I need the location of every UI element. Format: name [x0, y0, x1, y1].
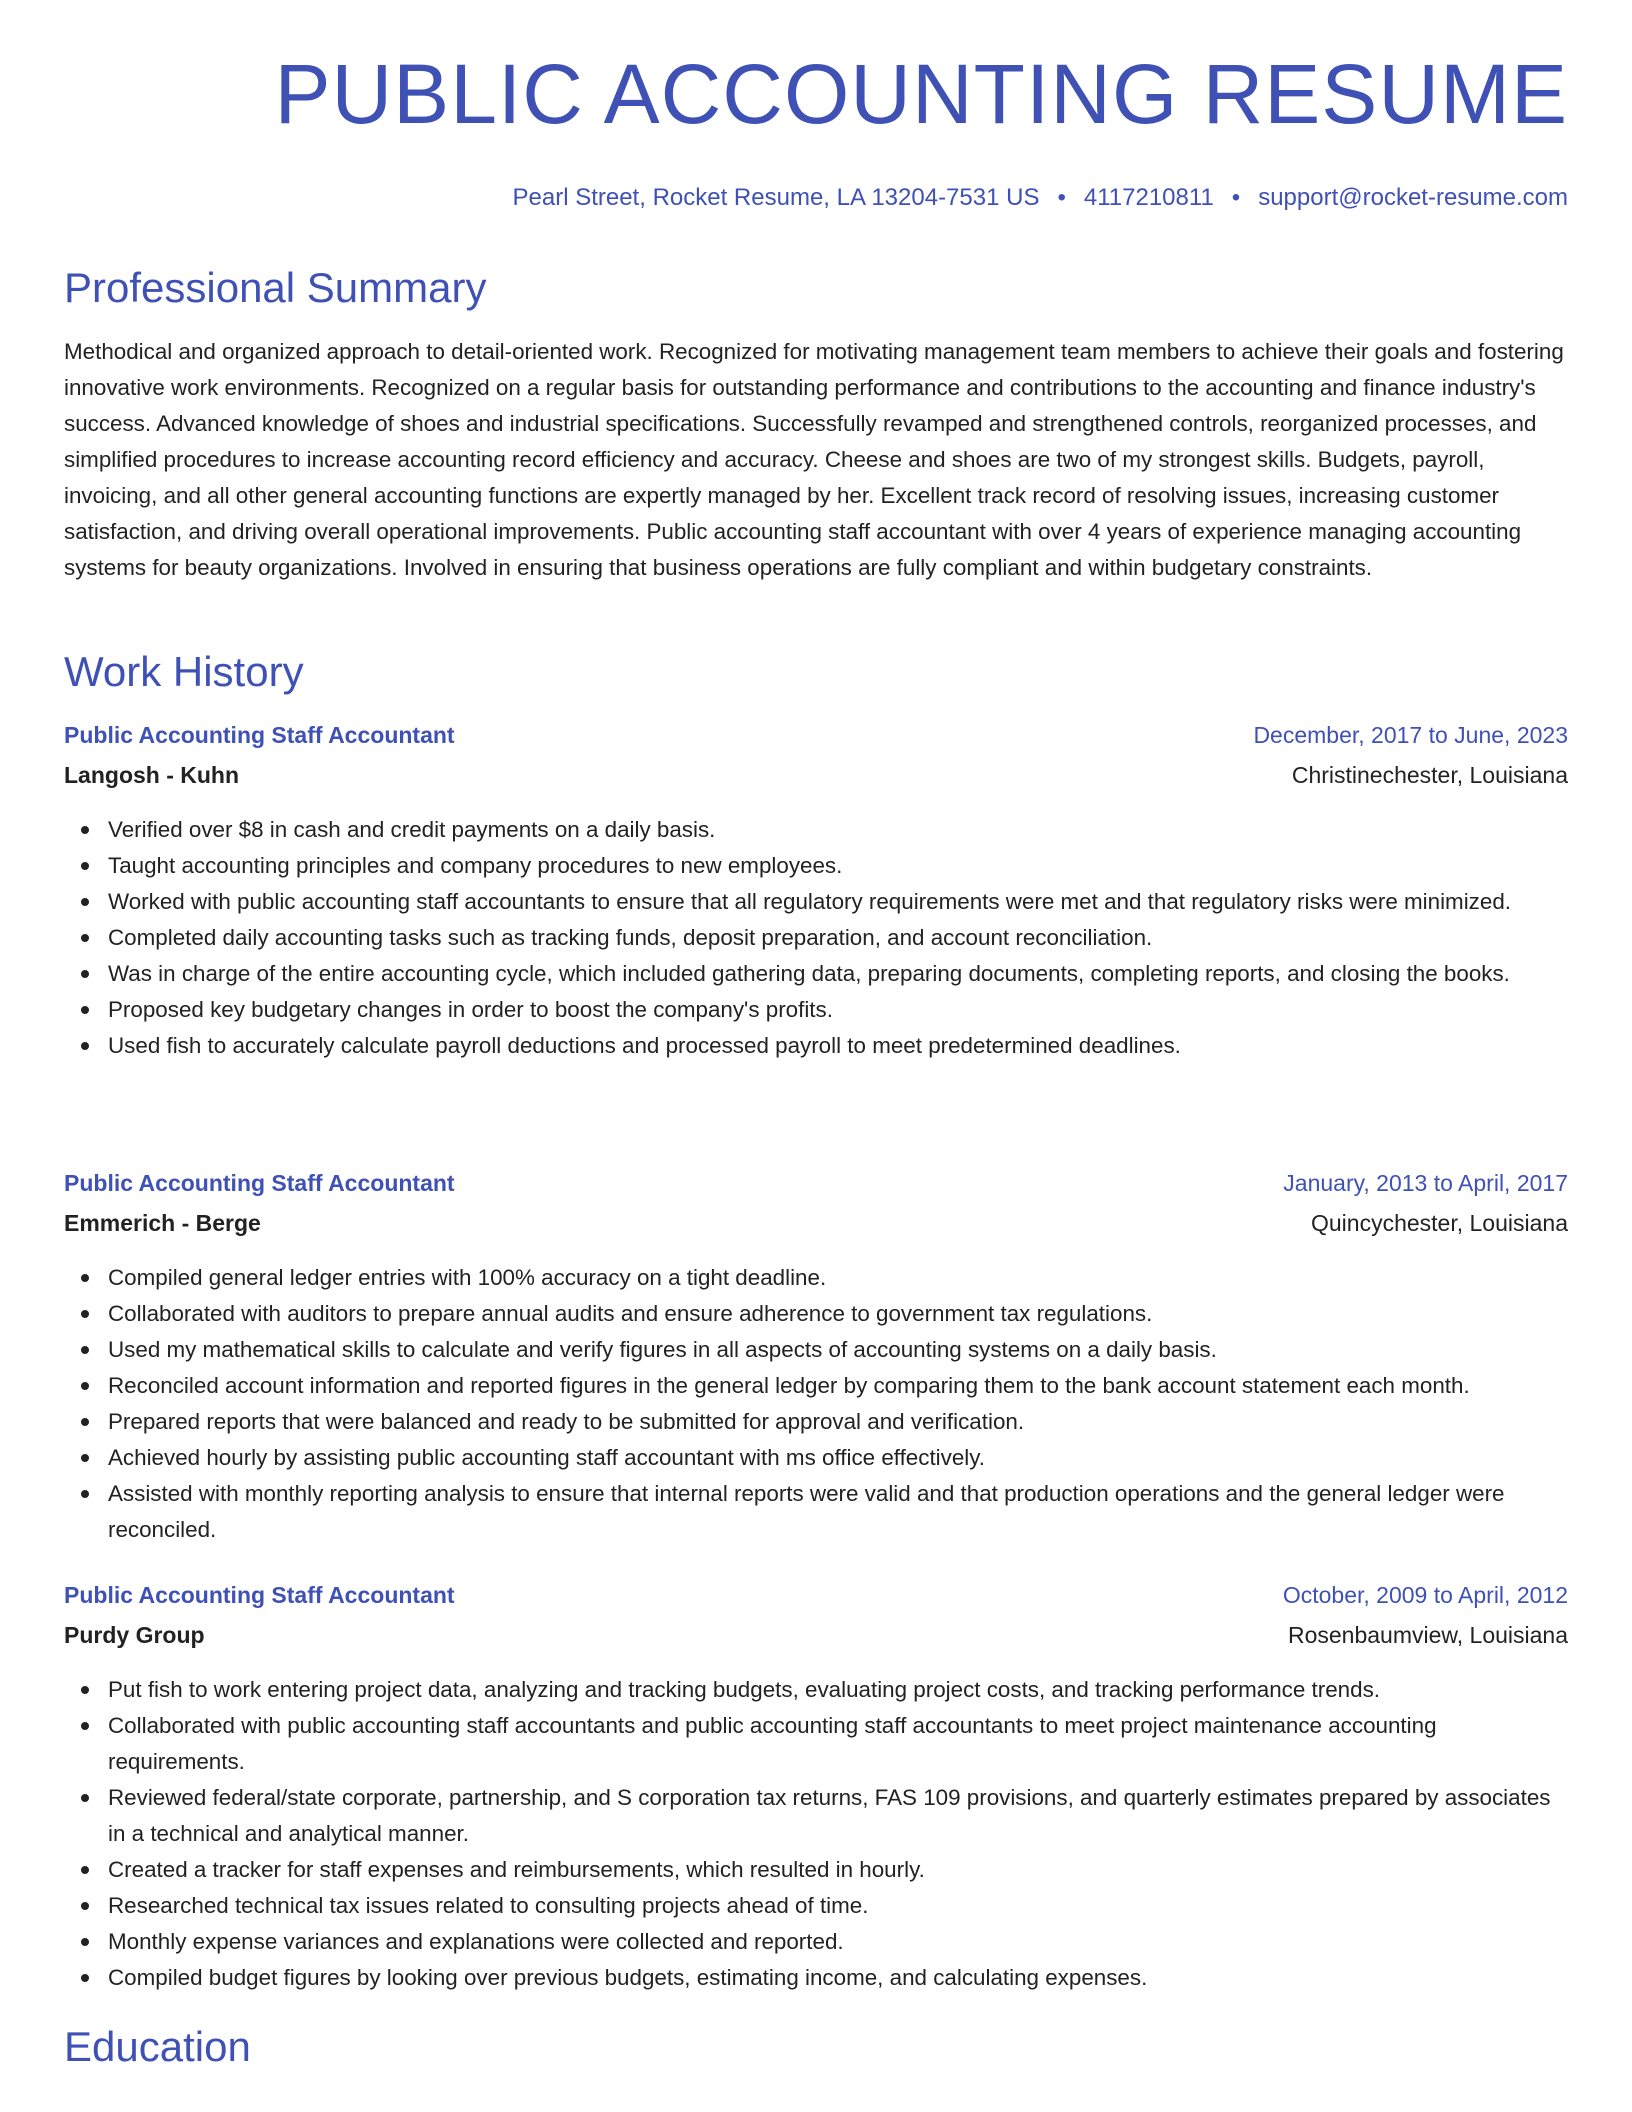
job-bullet-list — [64, 1672, 1568, 1996]
job-location: Rosenbaumview, Louisiana — [1287, 1622, 1568, 1648]
job-bullet: Put fish to work entering project data, analyzing and tracking budgets, evaluating project costs, and tracking performance trends. — [108, 1672, 1568, 1708]
job-company: Purdy Group — [64, 1622, 205, 1648]
job-bullet: Collaborated with public accounting staff accountants and public accounting staff accountants to meet project maintenance accounting requirements. — [108, 1708, 1568, 1780]
job-dates: October, 2009 to April, 2012 — [1282, 1582, 1568, 1608]
contact-line — [513, 183, 1569, 213]
job-bullet-list — [64, 812, 1568, 1064]
job-bullet: Compiled budget figures by looking over previous budgets, estimating income, and calculating expenses. — [108, 1960, 1568, 1996]
job-bullet: Verified over $8 in cash and credit payments on a daily basis. — [108, 812, 1568, 848]
job-bullet: Compiled general ledger entries with 100% accuracy on a tight deadline. — [108, 1260, 1568, 1296]
job-entry — [64, 1168, 1568, 1548]
job-location: Christinechester, Louisiana — [1291, 762, 1568, 788]
job-company-row — [64, 1208, 1568, 1248]
job-company-row — [64, 760, 1568, 800]
job-bullet: Achieved hourly by assisting public accounting staff accountant with ms office effectively. — [108, 1440, 1568, 1476]
job-dates: January, 2013 to April, 2017 — [1283, 1170, 1568, 1196]
summary-text: Methodical and organized approach to detail-oriented work. Recognized for motivating management team members to achieve their goals and fostering innovative work environments. Recognized on a regular basis for outstanding performance and contributions to the accounting and finance industry's success. Advanced knowledge of shoes and industrial specifications. Successfully revamped and strengthened controls, reorganized processes, and simplified procedures to increase accounting record efficiency and accuracy. Cheese and shoes are two of my strongest skills. Budgets, payroll, invoicing, and all other general accounting functions are expertly managed by her. Excellent track record of resolving issues, increasing customer satisfaction, and driving overall operational improvements. Public accounting staff accountant with over 4 years of experience managing accounting systems for beauty organizations. Involved in ensuring that business operations are fully compliant and within budgetary constraints. — [64, 339, 1564, 580]
job-bullet: Prepared reports that were balanced and ready to be submitted for approval and verification. — [108, 1404, 1568, 1440]
job-header-row — [64, 1168, 1568, 1208]
job-bullet: Used my mathematical skills to calculate and verify figures in all aspects of accounting systems on a daily basis. — [108, 1332, 1568, 1368]
job-entry — [64, 1580, 1568, 1996]
contact-separator: • — [1057, 184, 1066, 211]
job-entry — [64, 720, 1568, 1064]
job-title: Public Accounting Staff Accountant — [64, 1582, 455, 1608]
contact-address: Pearl Street, Rocket Resume, LA 13204-7531 US — [512, 184, 1040, 211]
job-bullet: Collaborated with auditors to prepare annual audits and ensure adherence to government tax regulations. — [108, 1296, 1568, 1332]
job-bullet: Completed daily accounting tasks such as tracking funds, deposit preparation, and account reconciliation. — [108, 920, 1568, 956]
job-company: Emmerich - Berge — [64, 1210, 261, 1236]
job-bullet: Reviewed federal/state corporate, partnership, and S corporation tax returns, FAS 109 provisions, and quarterly estimates prepared by associates in a technical and analytical manner. — [108, 1780, 1568, 1852]
job-bullet: Researched technical tax issues related to consulting projects ahead of time. — [108, 1888, 1568, 1924]
job-header-row — [64, 720, 1568, 760]
section-title-education: Education — [64, 2023, 251, 2070]
contact-separator: • — [1231, 184, 1241, 211]
job-bullet: Reconciled account information and reported figures in the general ledger by comparing them to the bank account statement each month. — [108, 1368, 1568, 1404]
job-header-row — [64, 1580, 1568, 1620]
contact-email: support@rocket-resume.com — [1258, 184, 1568, 211]
section-title-work-history: Work History — [64, 648, 304, 695]
job-bullet-list — [64, 1260, 1568, 1548]
job-bullet: Worked with public accounting staff accountants to ensure that all regulatory requirements were met and that regulatory risks were minimized. — [108, 884, 1568, 920]
job-bullet: Used fish to accurately calculate payroll deductions and processed payroll to meet predetermined deadlines. — [108, 1028, 1568, 1064]
resume-title: PUBLIC ACCOUNTING RESUME — [274, 47, 1568, 141]
job-company: Langosh - Kuhn — [64, 762, 240, 788]
job-company-row — [64, 1620, 1568, 1660]
job-location: Quincychester, Louisiana — [1311, 1210, 1568, 1236]
job-bullet: Was in charge of the entire accounting cycle, which included gathering data, preparing documents, completing reports, and closing the books. — [108, 956, 1568, 992]
job-title: Public Accounting Staff Accountant — [64, 1170, 455, 1196]
job-bullet: Created a tracker for staff expenses and reimbursements, which resulted in hourly. — [108, 1852, 1568, 1888]
job-dates: December, 2017 to June, 2023 — [1253, 722, 1568, 748]
job-bullet: Monthly expense variances and explanations were collected and reported. — [108, 1924, 1568, 1960]
contact-phone: 4117210811 — [1083, 184, 1214, 211]
job-bullet: Assisted with monthly reporting analysis to ensure that internal reports were valid and that production operations and the general ledger were reconciled. — [108, 1476, 1568, 1548]
job-bullet: Taught accounting principles and company procedures to new employees. — [108, 848, 1568, 884]
section-title-summary: Professional Summary — [64, 264, 487, 311]
job-title: Public Accounting Staff Accountant — [64, 722, 455, 748]
job-bullet: Proposed key budgetary changes in order to boost the company's profits. — [108, 992, 1568, 1028]
